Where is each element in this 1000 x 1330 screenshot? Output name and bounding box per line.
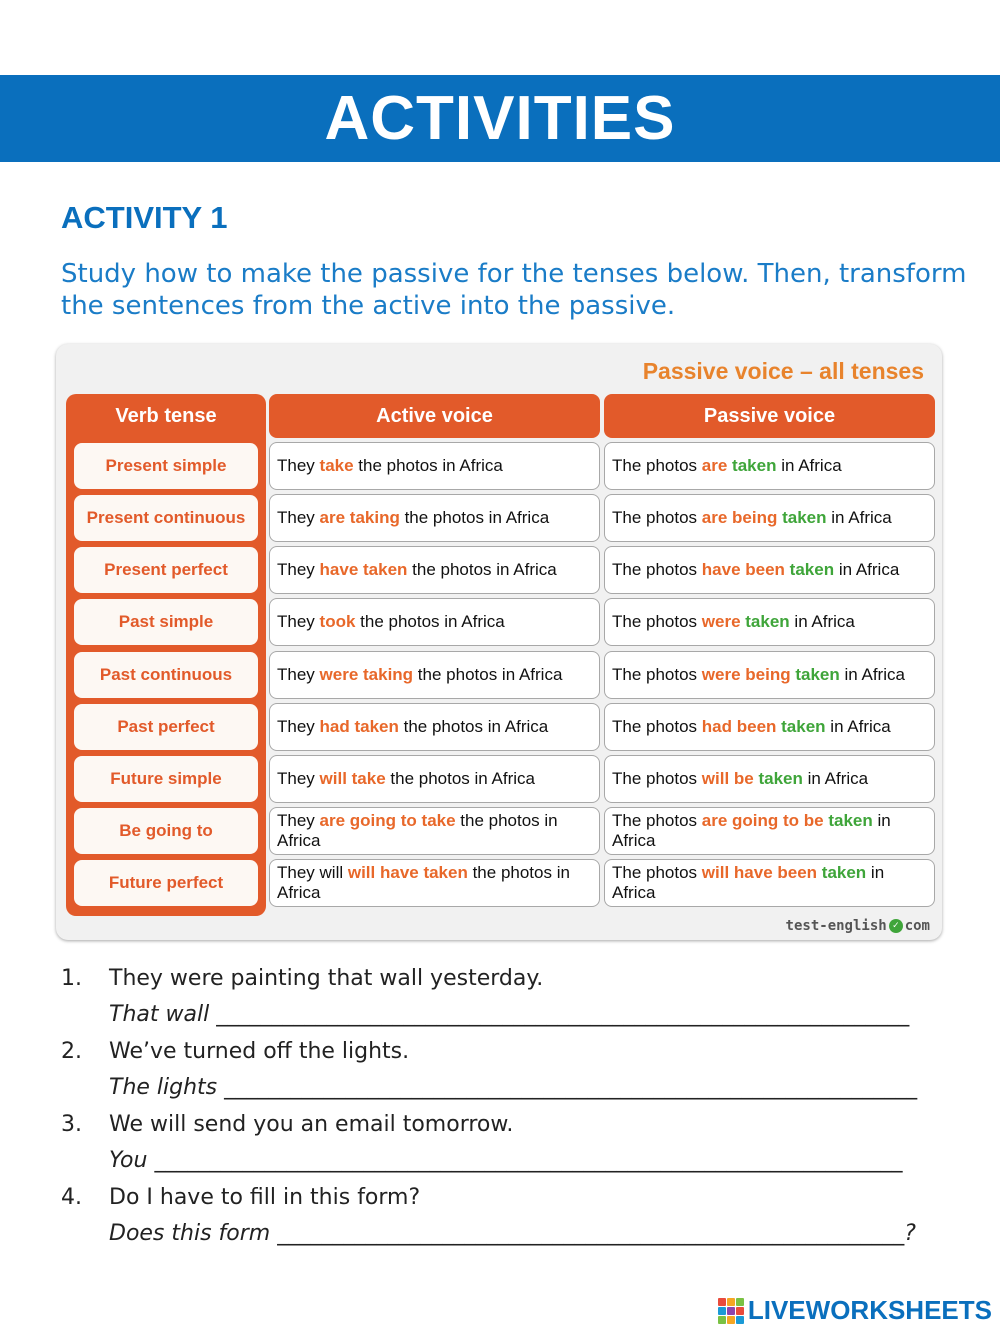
instructions-line-1: Study how to make the passive for the tenses below. Then, transform — [61, 259, 967, 289]
sentence-text: in Africa — [612, 811, 891, 850]
auxiliary-verb: are going to be — [701, 811, 824, 830]
passive-voice-example — [604, 703, 935, 751]
past-participle: taken — [781, 717, 826, 736]
active-voice-example — [269, 598, 600, 646]
auxiliary-verb: will be — [701, 769, 754, 788]
auxiliary-verb: took — [319, 612, 356, 631]
logo-text: LIVEWORKSHEETS — [747, 1295, 992, 1325]
auxiliary-verb: had taken — [319, 717, 399, 736]
active-sentence — [277, 863, 592, 903]
sentence-text: They — [277, 769, 320, 788]
active-voice-example — [269, 807, 600, 855]
active-sentence — [277, 769, 535, 789]
sentence-text: in Africa — [834, 560, 900, 579]
tense-label: Present perfect — [74, 547, 258, 593]
logo-grid-icon — [718, 1298, 744, 1324]
sentence-text: the photos in Africa — [355, 612, 505, 631]
exercise-number: 1. — [61, 966, 82, 991]
active-voice-example — [269, 546, 600, 594]
passive-voice-example — [604, 859, 935, 907]
active-voice-example — [269, 651, 600, 699]
past-participle: taken — [821, 863, 867, 882]
sentence-text: They — [277, 508, 320, 527]
check-icon: ✓ — [889, 919, 903, 933]
table-title: Passive voice – all tenses — [642, 358, 924, 384]
answer-line — [109, 1148, 902, 1173]
active-voice-example — [269, 494, 600, 542]
passive-voice-example — [604, 755, 935, 803]
answer-blank[interactable]: ____________________________________________________________________ — [154, 1148, 903, 1173]
past-participle: taken — [732, 456, 777, 475]
sentence-text: The photos — [612, 665, 702, 684]
sentence-text: in Africa — [802, 769, 869, 788]
active-sentence: They were painting that wall yesterday. — [109, 966, 544, 991]
past-participle: taken — [782, 508, 827, 527]
past-participle: taken — [745, 612, 790, 631]
source-credit — [786, 918, 930, 934]
active-sentence — [277, 508, 549, 528]
auxiliary-verb: are taking — [319, 508, 400, 527]
tense-label: Past perfect — [74, 704, 258, 750]
header-active-voice: Active voice — [269, 394, 600, 438]
sentence-text: the photos in Africa — [277, 811, 558, 850]
sentence-text: The photos — [612, 717, 702, 736]
sentence-text: They will — [277, 863, 348, 882]
activity-instructions — [61, 258, 967, 322]
exercise-sentence — [61, 1112, 513, 1137]
active-voice-example — [269, 859, 600, 907]
sentence-text: The photos — [612, 560, 702, 579]
active-sentence — [277, 665, 562, 685]
sentence-text: The photos — [612, 769, 702, 788]
past-participle: taken — [828, 811, 873, 830]
sentence-text: the photos in Africa — [407, 560, 557, 579]
tense-label: Future perfect — [74, 860, 258, 906]
sentence-text: They — [277, 612, 320, 631]
auxiliary-verb: had been — [701, 717, 777, 736]
passive-sentence — [612, 717, 891, 737]
passive-sentence — [612, 612, 855, 632]
auxiliary-verb: will have been — [701, 863, 818, 882]
auxiliary-verb: were — [701, 612, 741, 631]
past-participle: taken — [789, 560, 835, 579]
credit-text: test-english — [785, 918, 887, 934]
answer-line — [109, 1002, 909, 1027]
sentence-text: The photos — [612, 612, 702, 631]
sentence-text: in Africa — [612, 863, 885, 902]
exercise-sentence — [61, 966, 543, 991]
passive-voice-example — [604, 494, 935, 542]
passive-sentence — [612, 560, 899, 580]
active-voice-example — [269, 755, 600, 803]
exercise-number: 4. — [61, 1185, 82, 1210]
auxiliary-verb: have taken — [319, 560, 408, 579]
sentence-text: the photos in Africa — [277, 863, 570, 902]
tense-label: Past continuous — [74, 652, 258, 698]
instructions-line-2: the sentences from the active into the passive. — [61, 291, 676, 321]
active-sentence — [277, 612, 505, 632]
answer-line — [109, 1221, 916, 1246]
exercise-sentence — [61, 1039, 409, 1064]
tense-label: Present simple — [74, 443, 258, 489]
active-sentence — [277, 717, 548, 737]
answer-blank[interactable]: _______________________________________________________________ — [216, 1002, 910, 1027]
passive-sentence — [612, 456, 842, 476]
sentence-text: The photos — [612, 508, 702, 527]
passive-sentence — [612, 508, 892, 528]
sentence-text: They — [277, 560, 320, 579]
answer-stem: Does this form — [109, 1221, 271, 1246]
auxiliary-verb: were taking — [319, 665, 414, 684]
activity-title: ACTIVITY 1 — [61, 200, 228, 235]
active-voice-example — [269, 703, 600, 751]
header-banner — [0, 75, 1000, 162]
active-sentence: Do I have to fill in this form? — [109, 1185, 421, 1210]
sentence-text: The photos — [612, 863, 702, 882]
active-voice-example — [269, 442, 600, 490]
auxiliary-verb: are being — [701, 508, 778, 527]
exercise-sentence — [61, 1185, 420, 1210]
passive-voice-table-card — [56, 344, 942, 940]
answer-end: ? — [904, 1221, 916, 1246]
passive-voice-example — [604, 442, 935, 490]
sentence-text: They — [277, 665, 320, 684]
sentence-text: in Africa — [789, 612, 855, 631]
active-sentence — [277, 560, 557, 580]
past-participle: taken — [758, 769, 803, 788]
auxiliary-verb: will have taken — [347, 863, 468, 882]
header-verb-tense: Verb tense — [115, 404, 217, 427]
exercise-number: 3. — [61, 1112, 82, 1137]
sentence-text: in Africa — [826, 508, 892, 527]
sentence-text: the photos in Africa — [413, 665, 563, 684]
passive-voice-example — [604, 546, 935, 594]
tense-label: Future simple — [74, 756, 258, 802]
tense-label: Be going to — [74, 808, 258, 854]
auxiliary-verb: take — [319, 456, 354, 475]
passive-sentence — [612, 665, 905, 685]
liveworksheets-logo — [718, 1295, 992, 1326]
answer-stem: You — [109, 1148, 148, 1173]
tense-label: Past simple — [74, 599, 258, 645]
sentence-text: The photos — [612, 456, 702, 475]
active-sentence: We’ve turned off the lights. — [109, 1039, 410, 1064]
sentence-text: They — [277, 456, 320, 475]
banner-title: ACTIVITIES — [324, 84, 676, 153]
sentence-text: They — [277, 811, 320, 830]
header-passive-voice: Passive voice — [604, 394, 935, 438]
sentence-text: the photos in Africa — [398, 717, 549, 736]
passive-voice-example — [604, 598, 935, 646]
auxiliary-verb: will take — [319, 769, 386, 788]
exercise-number: 2. — [61, 1039, 82, 1064]
answer-blank[interactable]: _________________________________________________________ — [277, 1221, 905, 1246]
active-sentence: We will send you an email tomorrow. — [109, 1112, 514, 1137]
past-participle: taken — [795, 665, 840, 684]
auxiliary-verb: were being — [701, 665, 791, 684]
sentence-text: the photos in Africa — [385, 769, 535, 788]
sentence-text: in Africa — [776, 456, 842, 475]
auxiliary-verb: have been — [701, 560, 785, 579]
answer-stem: That wall — [109, 1002, 210, 1027]
sentence-text: They — [277, 717, 320, 736]
credit-domain: com — [904, 918, 930, 934]
tense-label: Present continuous — [74, 495, 258, 541]
passive-sentence — [612, 863, 927, 903]
sentence-text: in Africa — [825, 717, 891, 736]
active-sentence — [277, 456, 503, 476]
auxiliary-verb: are going to take — [319, 811, 456, 830]
sentence-text: the photos in Africa — [353, 456, 503, 475]
sentence-text: in Africa — [839, 665, 905, 684]
auxiliary-verb: are — [701, 456, 728, 475]
sentence-text: The photos — [612, 811, 702, 830]
answer-stem: The lights — [109, 1075, 218, 1100]
passive-voice-example — [604, 807, 935, 855]
passive-voice-example — [604, 651, 935, 699]
active-sentence — [277, 811, 592, 851]
passive-sentence — [612, 811, 927, 851]
answer-line — [109, 1075, 917, 1100]
answer-blank[interactable]: _______________________________________________________________ — [224, 1075, 918, 1100]
sentence-text: the photos in Africa — [399, 508, 550, 527]
passive-sentence — [612, 769, 868, 789]
